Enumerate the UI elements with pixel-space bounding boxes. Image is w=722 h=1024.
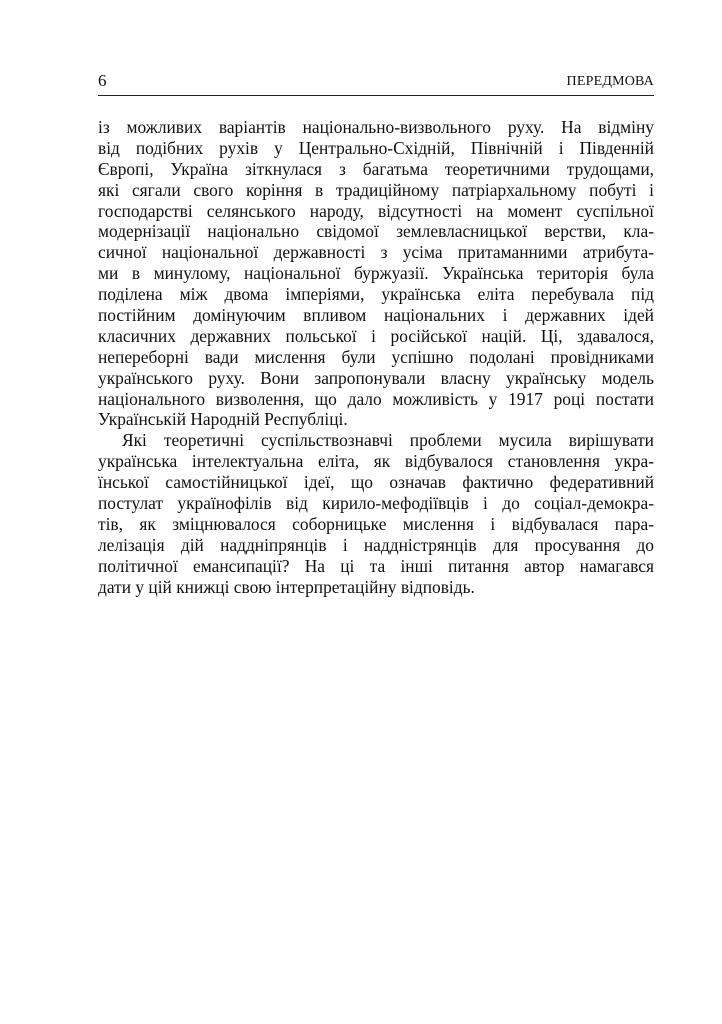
text-line: із можливих варіантів національно-визвольного руху. На відміну [98, 117, 654, 137]
text-line: поділена між двома імперіями, українська еліта перебувала під [98, 284, 654, 305]
header-rule [98, 95, 654, 96]
text-line: дати у цій книжці свою інтерпретаційну відповідь. [98, 576, 475, 597]
text-line: їнської самостійницької ідеї, що означав фактично федеративний [98, 472, 654, 493]
text-line: Європі, Україна зіткнулася з багатьма теоретичними трудощами, [98, 158, 654, 179]
paragraph-1 [98, 117, 654, 430]
running-head [98, 70, 654, 94]
text-line: лелізація дій наддніпрянців і наддністрянців для просування до [98, 534, 654, 555]
paragraph-2 [98, 430, 654, 597]
text-line: ми в минулому, національної буржуазії. Українська територія була [98, 263, 654, 284]
text-line: класичних державних польської і російської націй. Ці, здавалося, [98, 325, 654, 346]
text-line: національного визволення, що дало можливість у 1917 році постати [98, 388, 654, 409]
body-text [98, 117, 654, 597]
text-line: сичної національної державності з усіма притаманними атрибута- [98, 242, 654, 263]
text-line: модернізації національно свідомої землевласницької верстви, кла- [98, 221, 654, 242]
text-line: тів, як зміцнювалося соборницьке мислення і відбувалася пара- [98, 513, 654, 534]
section-title: ПЕРЕДМОВА [566, 74, 654, 89]
text-line: господарстві селянського народу, відсутності на момент суспільної [98, 200, 654, 221]
text-line: українського руху. Вони запропонували власну українську модель [98, 367, 654, 388]
text-line: політичної емансипації? На ці та інші питання автор намагався [98, 555, 654, 576]
page-number: 6 [98, 71, 107, 90]
text-line: постійним домінуючим впливом національних і державних ідей [98, 305, 654, 326]
text-line: Які теоретичні суспільствознавчі проблеми мусила вирішувати [122, 430, 654, 451]
text-line: постулат українофілів від кирило-мефодіївців і до соціал-демокра- [98, 493, 654, 514]
text-line: від подібних рухів у Центрально-Східній, Північній і Південній [98, 137, 654, 158]
text-line: українська інтелектуальна еліта, як відбувалося становлення укра- [98, 451, 654, 472]
text-line: які сягали свого коріння в традиційному патріархальному побуті і [98, 179, 654, 200]
text-line: непереборні вади мислення були успішно подолані провідниками [98, 346, 654, 367]
text-line: Українській Народній Республіці. [98, 409, 348, 430]
